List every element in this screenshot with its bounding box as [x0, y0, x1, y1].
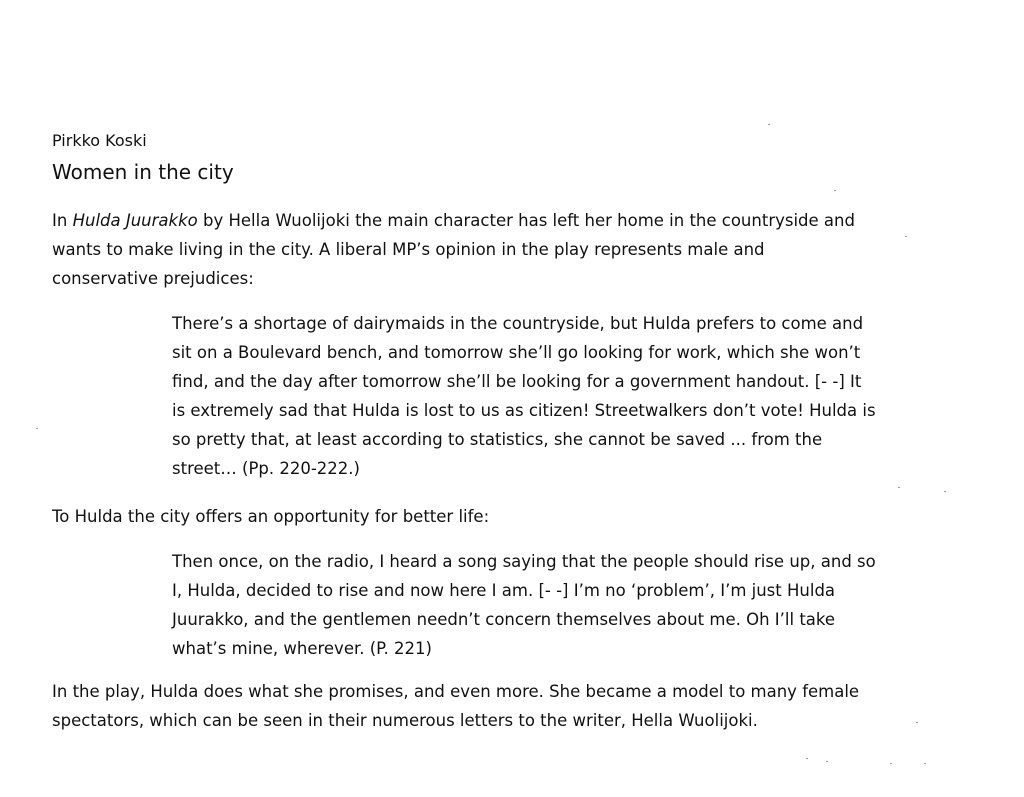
quote-line: Juurakko, and the gentlemen needn’t concern themselves about me. Oh I’ll take [172, 610, 836, 629]
closing-line: spectators, which can be seen in their numerous letters to the writer, Hella Wuolijoki. [52, 711, 758, 730]
block-quote-hulda [172, 547, 972, 663]
scan-speck [916, 722, 918, 723]
quote-line: find, and the day after tomorrow she’ll be looking for a government handout. [- -] It [172, 372, 862, 391]
scan-speck [944, 491, 946, 492]
play-title-italic: Hulda Juurakko [72, 211, 198, 230]
quote-line: sit on a Boulevard bench, and tomorrow she’ll go looking for work, which she won’t [172, 343, 861, 362]
quote-line: what’s mine, wherever. (P. 221) [172, 639, 432, 658]
scan-speck [924, 763, 926, 764]
block-quote-mp [172, 309, 972, 483]
quote-line: is extremely sad that Hulda is lost to us as citizen! Streetwalkers don’t vote! Hulda is [172, 401, 876, 420]
scan-speck [898, 487, 900, 488]
quote-line: I, Hulda, decided to rise and now here I am. [- -] I’m no ‘problem’, I’m just Hulda [172, 581, 836, 600]
document-title: Women in the city [52, 160, 234, 184]
transition-line: To Hulda the city offers an opportunity for better life: [52, 507, 490, 526]
quote-line: street… (Pp. 220-222.) [172, 459, 360, 478]
intro-line-2: wants to make living in the city. A liberal MP’s opinion in the play represents male and [52, 240, 765, 259]
author-name: Pirkko Koski [52, 131, 147, 150]
transition-paragraph [52, 502, 972, 531]
closing-paragraph [52, 677, 972, 735]
quote-line: Then once, on the radio, I heard a song saying that the people should rise up, and so [172, 552, 876, 571]
scan-speck [36, 428, 38, 429]
scan-speck [905, 236, 907, 237]
scan-speck [834, 190, 836, 191]
closing-line: In the play, Hulda does what she promises, and even more. She became a model to many female [52, 682, 860, 701]
quote-line: so pretty that, at least according to statistics, she cannot be saved ... from the [172, 430, 823, 449]
intro-line-3: conservative prejudices: [52, 269, 254, 288]
scan-speck [768, 124, 770, 125]
scan-speck [890, 763, 892, 764]
scan-speck [806, 758, 808, 759]
intro-paragraph [52, 206, 972, 293]
quote-line: There’s a shortage of dairymaids in the countryside, but Hulda prefers to come and [172, 314, 864, 333]
scan-speck [826, 761, 828, 762]
intro-line-1: In Hulda Juurakko by Hella Wuolijoki the main character has left her home in the countryside and [52, 211, 855, 230]
